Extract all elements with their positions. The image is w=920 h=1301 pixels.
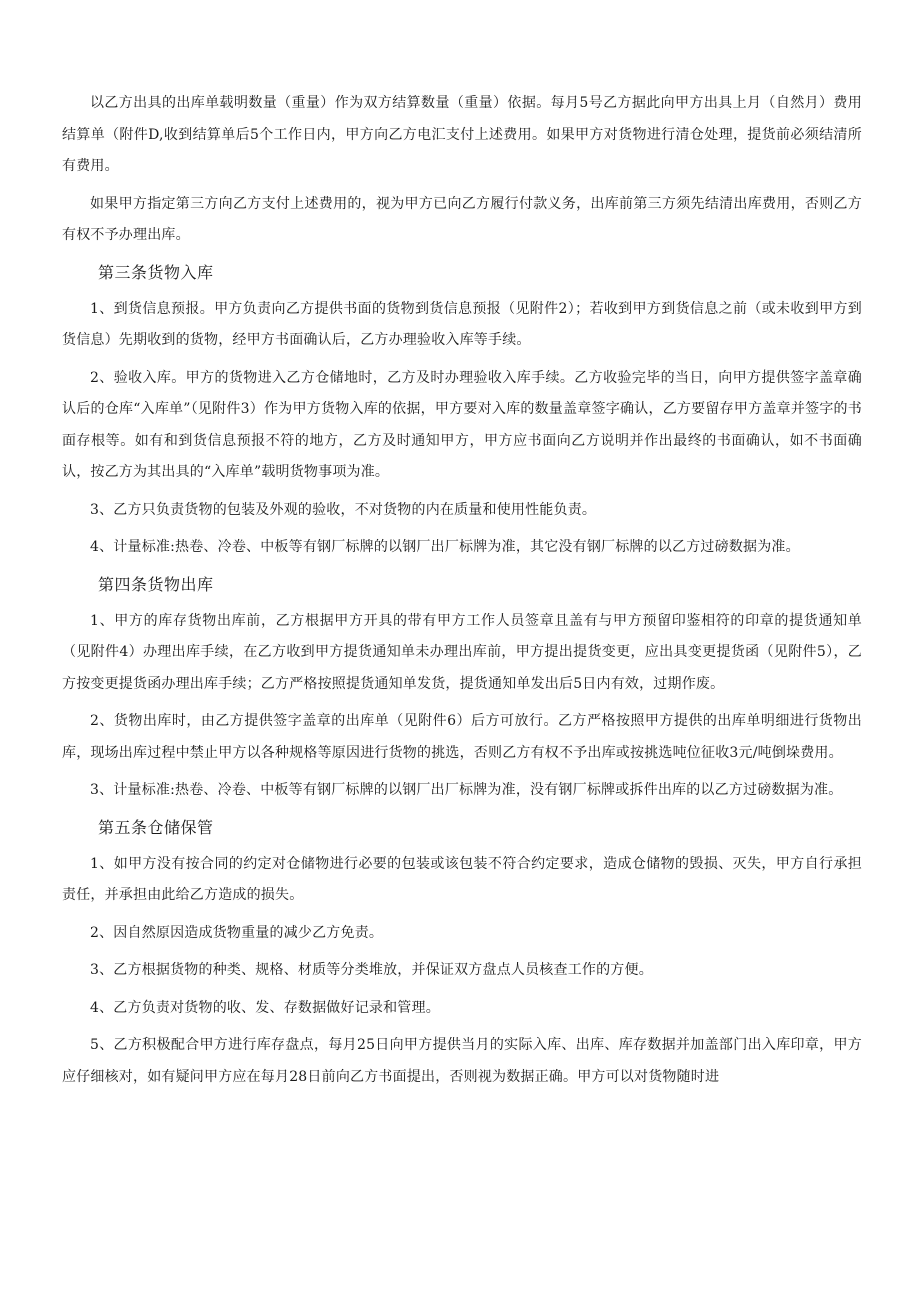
intro-paragraph-2: 如果甲方指定第三方向乙方支付上述费用的，视为甲方已向乙方履行付款义务，出库前第三方须先结清出库费用，否则乙方有权不予办理出库。	[62, 195, 862, 243]
article-4-clause-1: 1、甲方的库存货物出库前，乙方根据甲方开具的带有甲方工作人员签章且盖有与甲方预留印鉴相符的印章的提货通知单（见附件4）办理出库手续，在乙方收到甲方提货通知单未办理出库前，甲方提出提货变更，应出具变更提货函（见附件5），乙方按变更提货函办理出库手续；乙方严格按照提货通知单发货，提货通知单发出后5日内有效，过期作废。	[62, 612, 862, 692]
section-heading-article-5: 第五条仓储保管	[98, 817, 214, 837]
article-4-clause-3: 3、计量标准:热卷、冷卷、中板等有钢厂标牌的以钢厂出厂标牌为准，没有钢厂标牌或拆件出库的以乙方过磅数据为准。	[90, 782, 843, 798]
article-5-clause-1: 1、如甲方没有按合同的约定对仓储物进行必要的包装或该包装不符合约定要求，造成仓储物的毁损、灭失，甲方自行承担责任，并承担由此给乙方造成的损失。	[62, 855, 862, 903]
article-3-clause-4: 4、计量标准:热卷、冷卷、中板等有钢厂标牌的以钢厂出厂标牌为准，其它没有钢厂标牌的以乙方过磅数据为准。	[90, 539, 800, 555]
article-5-clause-4: 4、乙方负责对货物的收、发、存数据做好记录和管理。	[90, 999, 440, 1016]
article-3-clause-1: 1、到货信息预报。甲方负责向乙方提供书面的货物到货信息预报（见附件2）；若收到甲方到货信息之前（或未收到甲方到货信息）先期收到的货物，经甲方书面确认后，乙方办理验收入库等手续。	[62, 300, 862, 348]
document-page	[62, 88, 862, 1093]
article-5-clause-2: 2、因自然原因造成货物重量的减少乙方免责。	[90, 924, 384, 941]
article-3-clause-2: 2、验收入库。甲方的货物进入乙方仓储地时，乙方及时办理验收入库手续。乙方收验完毕的当日，向甲方提供签字盖章确认后的仓库“入库单”（见附件3）作为甲方货物入库的依据，甲方要对入库的数量盖章签字确认，乙方要留存甲方盖章并签字的书面存根等。如有和到货信息预报不符的地方，乙方及时通知甲方，甲方应书面向乙方说明并作出最终的书面确认，如不书面确认，按乙方为其出具的“入库单”载明货物事项为准。	[62, 369, 862, 480]
article-4-clause-2: 2、货物出库时，由乙方提供签字盖章的出库单（见附件6）后方可放行。乙方严格按照甲方提供的出库单明细进行货物出库，现场出库过程中禁止甲方以各种规格等原因进行货物的挑选，否则乙方有权不予出库或按挑选吨位征收3元/吨倒垛费用。	[62, 713, 862, 761]
article-3-clause-3: 3、乙方只负责货物的包装及外观的验收，不对货物的内在质量和使用性能负责。	[90, 501, 597, 518]
section-heading-article-4: 第四条货物出库	[98, 574, 214, 594]
article-5-clause-5: 5、乙方积极配合甲方进行库存盘点，每月25日向甲方提供当月的实际入库、出库、库存数据并加盖部门出入库印章，甲方应仔细核对，如有疑问甲方应在每月28日前向乙方书面提出，否则视为数据正确。甲方可以对货物随时进	[62, 1037, 862, 1085]
article-5-clause-3: 3、乙方根据货物的种类、规格、材质等分类堆放，并保证双方盘点人员核查工作的方便。	[90, 962, 653, 978]
intro-paragraph-1: 以乙方出具的出库单载明数量（重量）作为双方结算数量（重量）依据。每月5号乙方据此向甲方出具上月（自然月）费用结算单（附件D,收到结算单后5个工作日内，甲方向乙方电汇支付上述费用。如果甲方对货物进行清仓处理，提货前必须结清所有费用。	[62, 95, 862, 174]
section-heading-article-3: 第三条货物入库	[98, 262, 214, 282]
